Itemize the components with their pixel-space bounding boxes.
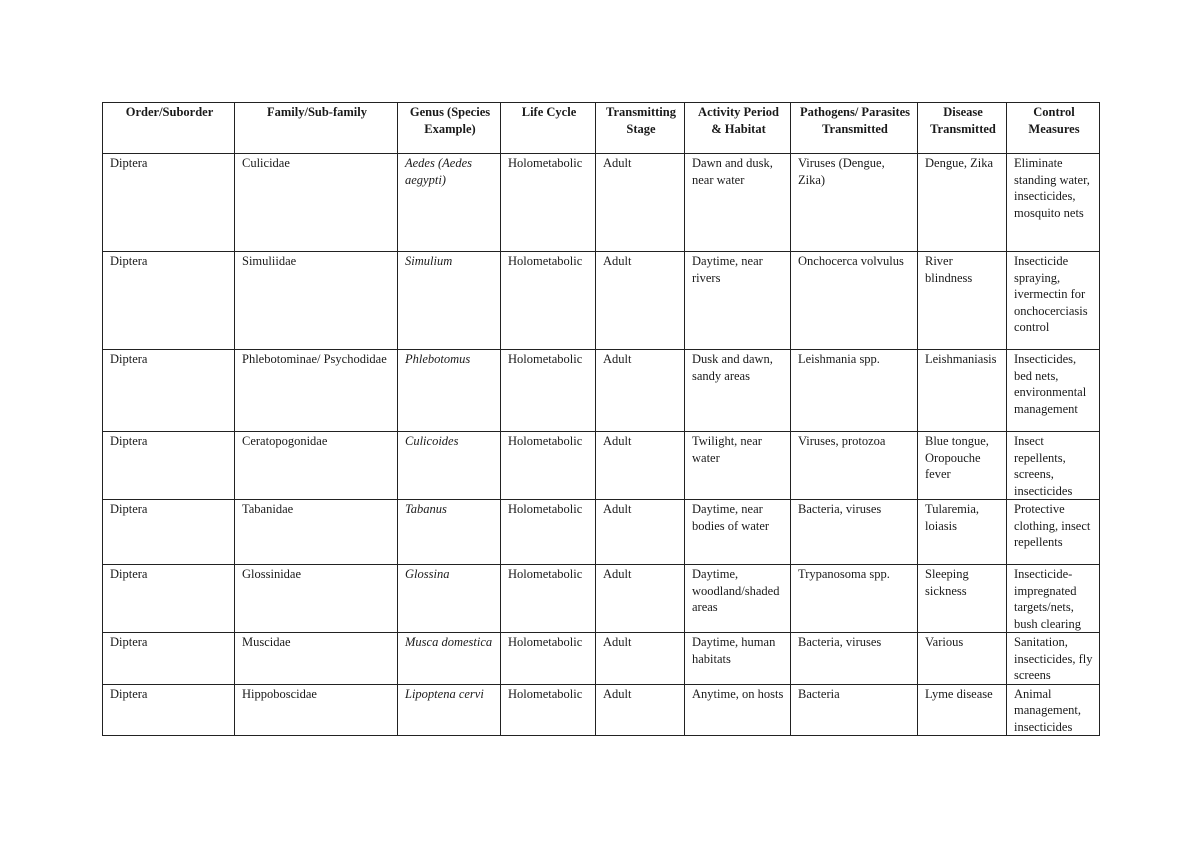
header-disease: Disease Transmitted	[918, 103, 1007, 154]
cell-disease: Lyme disease	[918, 684, 1007, 736]
cell-control: Protective clothing, insect repellents	[1007, 500, 1100, 565]
cell-pathogens: Onchocerca volvulus	[791, 252, 918, 350]
table-row	[103, 633, 1100, 685]
cell-family: Glossinidae	[235, 565, 398, 633]
cell-activity: Daytime, near rivers	[685, 252, 791, 350]
table-row	[103, 350, 1100, 432]
header-control: Control Measures	[1007, 103, 1100, 154]
cell-activity: Dawn and dusk, near water	[685, 154, 791, 252]
cell-stage: Adult	[596, 154, 685, 252]
cell-order: Diptera	[103, 500, 235, 565]
cell-order: Diptera	[103, 633, 235, 685]
cell-control: Insecticide spraying, ivermectin for onchocerciasis control	[1007, 252, 1100, 350]
genus-text: Musca domestica	[405, 635, 493, 649]
table-row	[103, 500, 1100, 565]
cell-control: Insecticides, bed nets, environmental management	[1007, 350, 1100, 432]
cell-family: Tabanidae	[235, 500, 398, 565]
cell-family: Muscidae	[235, 633, 398, 685]
cell-order: Diptera	[103, 432, 235, 500]
cell-control: Insect repellents, screens, insecticides	[1007, 432, 1100, 500]
genus-text: Tabanus	[405, 502, 447, 516]
cell-control: Animal management, insecticides	[1007, 684, 1100, 736]
cell-control: Sanitation, insecticides, fly screens	[1007, 633, 1100, 685]
header-pathogens: Pathogens/ Parasites Transmitted	[791, 103, 918, 154]
vector-table-container	[102, 102, 1099, 736]
header-family: Family/Sub-family	[235, 103, 398, 154]
cell-disease: Blue tongue, Oropouche fever	[918, 432, 1007, 500]
genus-text: Simulium	[405, 254, 453, 268]
insect-vector-table	[102, 102, 1100, 736]
cell-disease: Dengue, Zika	[918, 154, 1007, 252]
genus-text: Culicoides	[405, 434, 459, 448]
cell-family: Ceratopogonidae	[235, 432, 398, 500]
cell-family: Simuliidae	[235, 252, 398, 350]
table-row	[103, 684, 1100, 736]
cell-genus	[398, 154, 501, 252]
header-life-cycle: Life Cycle	[501, 103, 596, 154]
cell-pathogens: Viruses (Dengue, Zika)	[791, 154, 918, 252]
genus-text: Glossina	[405, 567, 450, 581]
genus-text: Aedes (Aedes aegypti)	[405, 156, 472, 187]
cell-genus	[398, 252, 501, 350]
header-row	[103, 103, 1100, 154]
table-row	[103, 252, 1100, 350]
cell-order: Diptera	[103, 565, 235, 633]
cell-order: Diptera	[103, 684, 235, 736]
cell-life-cycle: Holometabolic	[501, 633, 596, 685]
cell-disease: River blindness	[918, 252, 1007, 350]
cell-activity: Daytime, woodland/shaded areas	[685, 565, 791, 633]
cell-stage: Adult	[596, 684, 685, 736]
cell-life-cycle: Holometabolic	[501, 500, 596, 565]
cell-stage: Adult	[596, 633, 685, 685]
table-row	[103, 154, 1100, 252]
cell-disease: Various	[918, 633, 1007, 685]
cell-order: Diptera	[103, 350, 235, 432]
cell-pathogens: Bacteria	[791, 684, 918, 736]
cell-life-cycle: Holometabolic	[501, 252, 596, 350]
cell-disease: Tularemia, loiasis	[918, 500, 1007, 565]
header-transmitting-stage: Transmitting Stage	[596, 103, 685, 154]
cell-pathogens: Viruses, protozoa	[791, 432, 918, 500]
cell-disease: Leishmaniasis	[918, 350, 1007, 432]
cell-pathogens: Trypanosoma spp.	[791, 565, 918, 633]
header-activity: Activity Period & Habitat	[685, 103, 791, 154]
cell-control: Insecticide-impregnated targets/nets, bush clearing	[1007, 565, 1100, 633]
cell-pathogens: Bacteria, viruses	[791, 633, 918, 685]
cell-family: Culicidae	[235, 154, 398, 252]
cell-genus	[398, 633, 501, 685]
cell-activity: Daytime, human habitats	[685, 633, 791, 685]
cell-life-cycle: Holometabolic	[501, 350, 596, 432]
cell-life-cycle: Holometabolic	[501, 565, 596, 633]
cell-genus	[398, 684, 501, 736]
header-genus: Genus (Species Example)	[398, 103, 501, 154]
header-order: Order/Suborder	[103, 103, 235, 154]
cell-stage: Adult	[596, 500, 685, 565]
cell-activity: Anytime, on hosts	[685, 684, 791, 736]
cell-order: Diptera	[103, 252, 235, 350]
cell-activity: Twilight, near water	[685, 432, 791, 500]
cell-stage: Adult	[596, 565, 685, 633]
cell-pathogens: Leishmania spp.	[791, 350, 918, 432]
cell-stage: Adult	[596, 350, 685, 432]
cell-pathogens: Bacteria, viruses	[791, 500, 918, 565]
cell-genus	[398, 350, 501, 432]
cell-genus	[398, 432, 501, 500]
cell-control: Eliminate standing water, insecticides, mosquito nets	[1007, 154, 1100, 252]
cell-life-cycle: Holometabolic	[501, 684, 596, 736]
table-row	[103, 565, 1100, 633]
cell-disease: Sleeping sickness	[918, 565, 1007, 633]
cell-stage: Adult	[596, 252, 685, 350]
cell-activity: Daytime, near bodies of water	[685, 500, 791, 565]
genus-text: Phlebotomus	[405, 352, 471, 366]
table-row	[103, 432, 1100, 500]
cell-stage: Adult	[596, 432, 685, 500]
cell-genus	[398, 565, 501, 633]
cell-life-cycle: Holometabolic	[501, 154, 596, 252]
cell-life-cycle: Holometabolic	[501, 432, 596, 500]
genus-text: Lipoptena cervi	[405, 686, 484, 701]
cell-family: Phlebotominae/ Psychodidae	[235, 350, 398, 432]
cell-activity: Dusk and dawn, sandy areas	[685, 350, 791, 432]
cell-order: Diptera	[103, 154, 235, 252]
cell-family: Hippoboscidae	[235, 684, 398, 736]
cell-genus	[398, 500, 501, 565]
